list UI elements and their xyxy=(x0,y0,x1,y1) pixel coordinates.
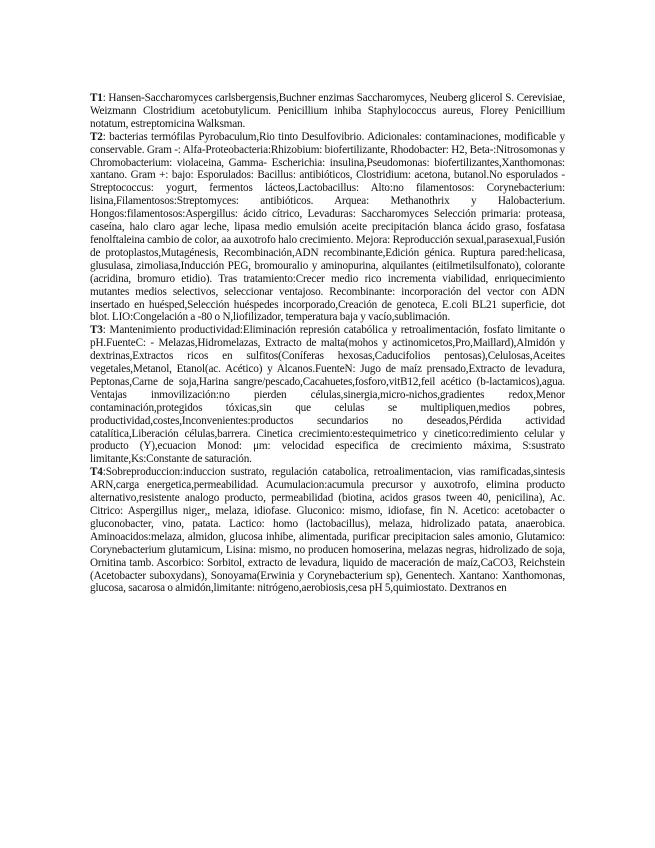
section-text: : Hansen-Saccharomyces carlsbergensis,Buchner enzimas Saccharomyces, Neuberg glicerol S. Cerevisiae, Weizmann Clostridium acetobutylicum. Penicillium inhiba Staphylococcus aureus, Florey Penicillium notatum, estreptomicina Walksman. xyxy=(90,92,565,130)
section-label: T3 xyxy=(90,324,103,337)
section-t2 xyxy=(90,131,565,325)
section-text: : bacterias termófilas Pyrobaculum,Rio tinto Desulfovibrio. Adicionales: contaminaciones, modificable y conservable. Gram -: Alfa-Proteobacteria:Rhizobium: biofertilizante, Rhodobacter: H2, Beta-:Nitrosomonas y Chromobacterium: violaceina, Gamma- Escherichia: insulina,Pseudomonas: biofertilizantes,Xanthomonas: xantano. Gram +: bajo: Esporulados: Bacillus: antibióticos, Clostridium: acetona, butanol.No esporulados - Streptococcus: yogurt, fermentos lácteos,Lactobacillus: Alto:no filamentosos: Corynebacterium: lisina,Filamentosos:Streptomyces: antibióticos. Arquea: Methanothrix y Halobacterium. Hongos:filamentosos:Aspergillus: ácido cítrico, Levaduras: Saccharomyces Selección primaria: proteasa, caseína, halo claro agar leche, lipasa medio emulsión aceite precipitación blanca ácido graso, fosfatasa fenolftaleina cambio de color, aa auxotrofo halo crecimiento. Mejora: Reproducción sexual,parasexual,Fusión de protoplastos,Mutagénesis, Recombinación,ADN recombinante,Edición génica. Ruptura pared:helicasa, glusulasa, zimoliasa,Inducción PEG, bromouralio y aminopurina, alquilantes (eitilmetilsulfonato), colorante (acridina, bromuro etidio). Tras tratamiento:Crecer medio rico incrementa viabilidad, enriquecimiento mutantes medios selectivos, seleccionar ventajoso. Recombinante: incorporación del vector con ADN insertado en huésped,Selección huéspedes incorporado,Creación de genoteca, E.coli BL21 superficie, dot blot. LIO:Congelación a -80 o N,liofilizador, temperatura baja y vacío,sublimación. xyxy=(90,130,565,324)
section-label: T2 xyxy=(90,130,103,143)
section-t3 xyxy=(90,324,565,466)
section-label: T1 xyxy=(90,92,103,104)
section-label: T4 xyxy=(90,466,103,479)
section-text: :Sobreproduccion:induccion sustrato, regulación catabolica, retroalimentacion, vias ramificadas,sintesis ARN,carga energetica,permeabilidad. Acumulacion:acumula precursor y auxotrofo, elimina producto alternativo,resistente analogo producto, permeabilidad (biotina, acidos grasos tween 40, penicilina), Ac. Citrico: Aspergillus niger,, melaza, idiofase. Gluconico: mismo, idiofase, fin N. Acetico: acetobacter o gluconobacter, vino, patata. Lactico: homo (lactobacillus), melaza, hidrolizado patata, anaerobica. Aminoacidos:melaza, almidon, glucosa inhibe, alimentada, purificar precipitacion sales amonio, Glutamico: Corynebacterium glutamicum, Lisina: mismo, no producen homoserina, melazas negras, hidrolizado de soja, Ornitina tamb. Ascorbico: Sorbitol, extracto de levadura, liquido de maceración de maíz,CaCO3, Reichstein (Acetobacter suboxydans), Sonoyama(Erwinia y Corynebacterium sp), Genentech. Xantano: Xanthomonas, glucosa, sacarosa o almidón,limitante: nitrógeno,aerobiosis,cesa pH 5,quimiostato. Dextranos en xyxy=(90,466,565,595)
section-t1 xyxy=(90,92,565,131)
section-text: : Mantenimiento productividad:Eliminación represión catabólica y retroalimentación, fosfato limitante o pH.FuenteC: - Melazas,Hidromelazas, Extracto de malta(mohos y actinomicetos,Pro,Maillard),Almidón y dextrinas,Extractos ricos en sulfitos(Coníferas hexosas,Caducifolios pentosas),Celulosas,Aceites vegetales,Metanol, Etanol(ac. Acético) y Alcanos.FuenteN: Jugo de maíz prensado,Extracto de levadura, Peptonas,Carne de soja,Harina sangre/pescado,Cacahuetes,fosforo,vitB12,feil acético (b-lactamicos),agua. Ventajas inmovilización:no pierden células,sinergia,micro-nichos,gradientes redox,Menor contaminación,protegidos tóxicas,sin que celulas se multipliquen,medios pobres, productividad,costes,Inconvenientes:productos secundarios no deseados,Pérdida actividad catalítica,Liberación células,barrera. Cinetica crecimiento:estequimetrico y cinetico:redimiento celular y producto (Y),ecuacion Monod: μm: velocidad especifica de crecimiento máxima, S:sustrato limitante,Ks:Constante de saturación. xyxy=(90,324,565,466)
document-body xyxy=(90,92,565,595)
section-t4 xyxy=(90,466,565,595)
